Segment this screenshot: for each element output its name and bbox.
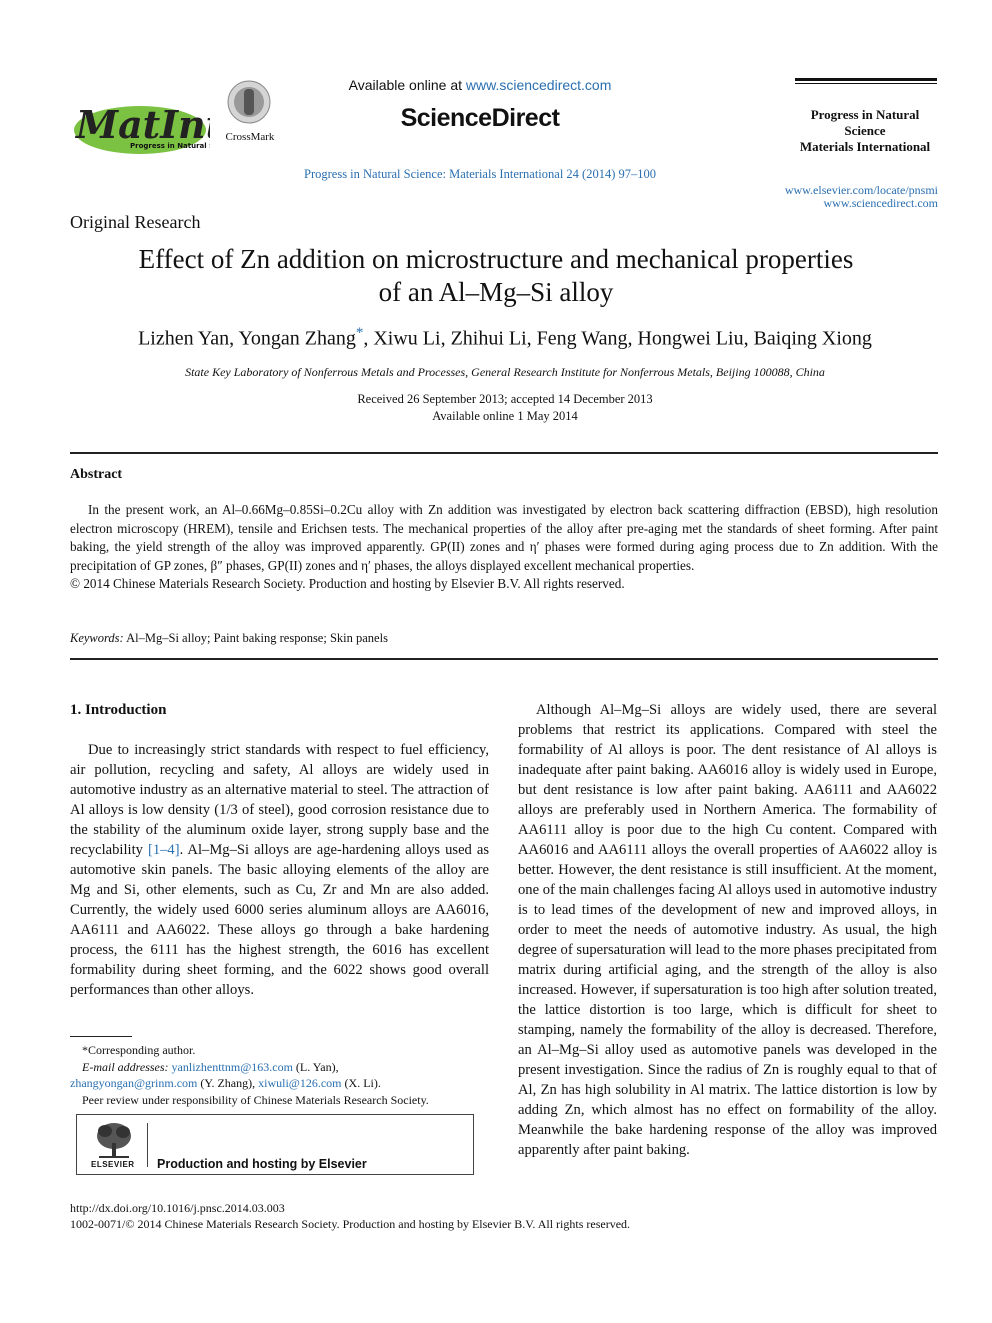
journal-links: [740, 184, 938, 210]
abstract-text: In the present work, an Al–0.66Mg–0.85Si–0.2Cu alloy with Zn addition was investigated by electron back scattering diffraction (EBSD), high resolution electron microscopy (HREM), tensile and Erichsen tests. The mechanical properties of the alloy after pre-aging met the standards of sheet forming. After paint baking, the yield strength of the alloy was improved apparently. GP(II) zones and η′ phases were formed during aging process due to Zn addition. With the precipitation of GP zones, β″ phases, GP(II) zones and η′ phases, the alloys displayed excellent mechanical properties.: [70, 502, 938, 573]
journal-name-line3: Materials International: [799, 139, 931, 154]
abstract-body: [70, 501, 938, 594]
intro-paragraph-2: Although Al–Mg–Si alloys are widely used, there are several problems that restrict its applications. Compared with steel the formability of Al alloys is poor. The dent resistance of Al alloys is inadequate after paint baking. AA6016 alloy is widely used in Europe, but dent resistance is low after paint baking. AA6111 and AA6022 alloys are preferably used in Northern America. The formability of AA6111 alloy is poor due to the high Cu content. Compared with AA6016 and AA6111 alloys the overall properties of AA6022 alloy is better. However, the dent resistance is still insufficient. At the moment, one of the main challenges facing Al alloys used in automotive industry is to lead times of the development of new and improved alloys, in order to meet the needs of automotive industry. As usual, the high degree of supersaturation will lead to the more phases precipitated from matrix during artificial aging, and the strength of the alloy is also increased. However, if supersaturation is too high after solution treated, the lattice distortion is too large, which is difficult for sheet to stamping, namely the formability of the alloy is decreased. Therefore, an Al–Mg–Si alloy used as automotive panels was developed in the present investigation. Since the radius of Zn is roughly equal to that of Al, Zn has high solubility in Al matrix. The lattice distortion is low by adding Zn, which almost has no effect on formability of the alloy. Meanwhile the bake hardening response of the alloy was improved apparently after paint baking.: [518, 702, 938, 1158]
sciencedirect-link-right[interactable]: www.sciencedirect.com: [823, 196, 938, 210]
matint-logo: [70, 100, 210, 158]
issn-copyright: 1002-0071/© 2014 Chinese Materials Research Society. Production and hosting by Elsevier B.V. All rights reserved.: [70, 1217, 631, 1231]
section-type: Original Research: [70, 212, 201, 232]
production-hosting-label: Production and hosting by Elsevier: [157, 1157, 367, 1171]
keywords-label: Keywords:: [70, 631, 124, 645]
journal-name-line2: Science: [844, 123, 886, 138]
crossmark-label: CrossMark: [225, 131, 275, 143]
elsevier-locate-link[interactable]: www.elsevier.com/locate/pnsmi: [784, 183, 938, 197]
doi-link[interactable]: http://dx.doi.org/10.1016/j.pnsc.2014.03.003: [70, 1201, 285, 1215]
email-zhang[interactable]: zhangyongan@grinm.com: [70, 1076, 198, 1090]
matint-logo-text: MatInt: [76, 102, 210, 147]
abstract-bottom-rule: [70, 658, 938, 660]
keywords-list: Al–Mg–Si alloy; Paint baking response; Skin panels: [126, 631, 388, 645]
crossmark-logo[interactable]: [222, 80, 278, 142]
keywords: [70, 631, 388, 646]
email-li[interactable]: xiwuli@126.com: [258, 1076, 342, 1090]
journal-reference[interactable]: Progress in Natural Science: Materials International 24 (2014) 97–100: [304, 167, 656, 181]
elsevier-divider: [147, 1123, 148, 1167]
intro-paragraph-1: [70, 740, 489, 1000]
received-date: Received 26 September 2013; accepted 14 December 2013: [357, 392, 653, 406]
available-online-line: [300, 77, 660, 93]
title-line1: Effect of Zn addition on microstructure and mechanical properties: [138, 244, 854, 274]
matint-logo-subtext: Progress in Natural: [130, 142, 207, 150]
email-addresses-cont: [70, 1075, 489, 1092]
intro-p1-b: . Al–Mg–Si alloys are age-hardening alloys used as automotive skin panels. The basic alloying elements of the alloy are Mg and Si, other elements, such as Cu, Zr and Mn are also added. Currently, the widely used 6000 series aluminum alloys are AA6016, AA6111 and AA6022. These alloys go through a bake hardening process, the 6111 has the highest strength, the 6016 has excellent formability during sheet forming, and the 6022 shows good overall performances than other alloys.: [70, 842, 489, 998]
sciencedirect-link[interactable]: www.sciencedirect.com: [465, 77, 612, 93]
author-list: [60, 325, 950, 351]
affiliation: State Key Laboratory of Nonferrous Metals and Processes, General Research Institute for Nonferrous Metals, Beijing 100088, China: [185, 365, 825, 379]
title-line2: of an Al–Mg–Si alloy: [378, 277, 614, 307]
article-dates: [200, 391, 810, 425]
authors-part1: Lizhen Yan, Yongan Zhang: [138, 327, 356, 350]
article-title: [90, 243, 902, 309]
corresponding-author-mark[interactable]: *: [355, 325, 364, 341]
email-label: E-mail addresses:: [82, 1059, 172, 1074]
available-prefix: Available online at: [348, 77, 466, 93]
abstract-heading: Abstract: [70, 467, 123, 482]
email-yan-name: (L. Yan),: [292, 1059, 339, 1074]
footnote-rule: [70, 1036, 132, 1037]
email-li-name: (X. Li).: [341, 1076, 381, 1090]
email-yan[interactable]: yanlizhenttnm@163.com: [171, 1059, 293, 1074]
elsevier-hosting-box: [76, 1114, 474, 1175]
journal-name: [790, 107, 940, 155]
email-zhang-name: (Y. Zhang),: [197, 1076, 259, 1090]
intro-p1-a: Due to increasingly strict standards with respect to fuel efficiency, air pollution, recycling and safety, Al alloys are widely used in automotive industry as an alternative material to steel. The attraction of Al alloys is low density (1/3 of steel), good corrosion resistance due to the stability of the aluminum oxide layer, strong supply base and the recyclability: [70, 742, 489, 858]
authors-part2: , Xiwu Li, Zhihui Li, Feng Wang, Hongwei Liu, Baiqing Xiong: [363, 327, 872, 350]
introduction-heading: 1. Introduction: [70, 702, 167, 718]
journal-name-line1: Progress in Natural: [810, 107, 920, 122]
citation-1-4[interactable]: [1–4]: [147, 842, 180, 858]
available-online-date: Available online 1 May 2014: [432, 409, 578, 423]
abstract-copyright: © 2014 Chinese Materials Research Society. Production and hosting by Elsevier B.V. All rights reserved.: [70, 576, 625, 592]
peer-review-note: Peer review under responsibility of Chinese Materials Research Society.: [82, 1092, 429, 1107]
corresponding-author-note: *Corresponding author.: [82, 1043, 196, 1057]
elsevier-tree-icon: [93, 1121, 135, 1165]
abstract-top-rule: [70, 452, 938, 454]
elsevier-logo-text: ELSEVIER: [91, 1160, 135, 1169]
journal-rule: [795, 78, 937, 90]
sciencedirect-wordmark: ScienceDirect: [400, 104, 560, 132]
email-addresses: [70, 1059, 489, 1076]
footnotes: [70, 1042, 489, 1108]
